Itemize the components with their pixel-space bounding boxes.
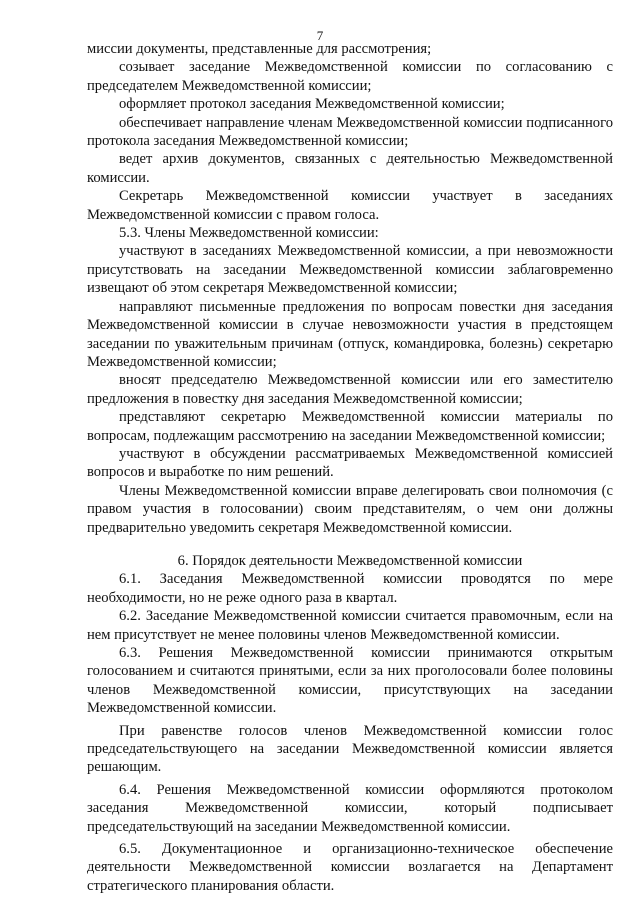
paragraph: 5.3. Члены Межведомственной комиссии: <box>119 225 379 242</box>
section-paragraph: 6.1. Заседания Межведомственной комиссии проводятся по мере необходимости, но не реже одного раза в квартал. <box>87 571 613 606</box>
paragraph: ведет архив документов, связанных с деятельностью Межведомственной комиссии. <box>87 151 613 186</box>
section-paragraph: 6.3. Решения Межведомственной комиссии принимаются открытым голосованием и считаются принятыми, если за них проголосовали более половины членов Межведомственной комиссии, присутствующих на заседании Межведомственной комиссии. <box>87 645 613 717</box>
paragraph: оформляет протокол заседания Межведомственной комиссии; <box>119 96 505 113</box>
page-number: 7 <box>316 28 324 43</box>
paragraph: участвуют в обсуждении рассматриваемых Межведомственной комиссией вопросов и выработке по ним решений. <box>87 445 613 481</box>
section-paragraph: 6.4. Решения Межведомственной комиссии оформляются протоколом заседания Межведомственной комиссии, который подписывает председательствующий на заседании Межведомственной комиссии. <box>87 781 613 835</box>
section-paragraph: При равенстве голосов членов Межведомственной комиссии голос председательствующего на заседании Межведомственной комиссии является решающим. <box>87 722 613 776</box>
paragraph: созывает заседание Межведомственной комиссии по согласованию с председателем Межведомственной комиссии; <box>87 59 613 94</box>
paragraph: представляют секретарю Межведомственной комиссии материалы по вопросам, подлежащим рассмотрению на заседании Межведомственной комиссии; <box>87 409 613 444</box>
section-paragraph: 6.5. Документационное и организационно-техническое обеспечение деятельности Межведомственной комиссии возлагается на Департамент стратегического планирования области. <box>87 841 613 894</box>
paragraph: Члены Межведомственной комиссии вправе делегировать свои полномочия (с правом участия в голосовании) своим представителям, о чем они должны предварительно уведомить секретаря Межведомственной комиссии. <box>87 482 613 536</box>
paragraph: вносят председателю Межведомственной комиссии или его заместителю предложения в повестку дня заседания Межведомственной комиссии; <box>87 372 613 407</box>
paragraph: Секретарь Межведомственной комиссии участвует в заседаниях Межведомственной комиссии с правом голоса. <box>87 188 613 223</box>
paragraph: обеспечивает направление членам Межведомственной комиссии подписанного протокола заседания Межведомственной комиссии; <box>87 114 613 150</box>
paragraph: миссии документы, представленные для рассмотрения; <box>87 41 432 57</box>
paragraph: направляют письменные предложения по вопросам повестки дня заседания Межведомственной комиссии в случае невозможности участия в предстоящем заседании по уважительным причинам (отпуск, командировка, болезнь) секретарю Межведомственной комиссии; <box>87 298 613 370</box>
paragraph: участвуют в заседаниях Межведомственной комиссии, а при невозможности присутствовать на заседании Межведомственной комиссии заблаговременно извещают об этом секретаря Межведомственной комиссии; <box>87 243 613 297</box>
document-body <box>87 40 613 895</box>
section-paragraph: 6.2. Заседание Межведомственной комиссии считается правомочным, если на нем присутствует не менее половины членов Межведомственной комиссии. <box>87 608 613 643</box>
section-title: 6. Порядок деятельности Межведомственной комиссии <box>177 552 523 569</box>
